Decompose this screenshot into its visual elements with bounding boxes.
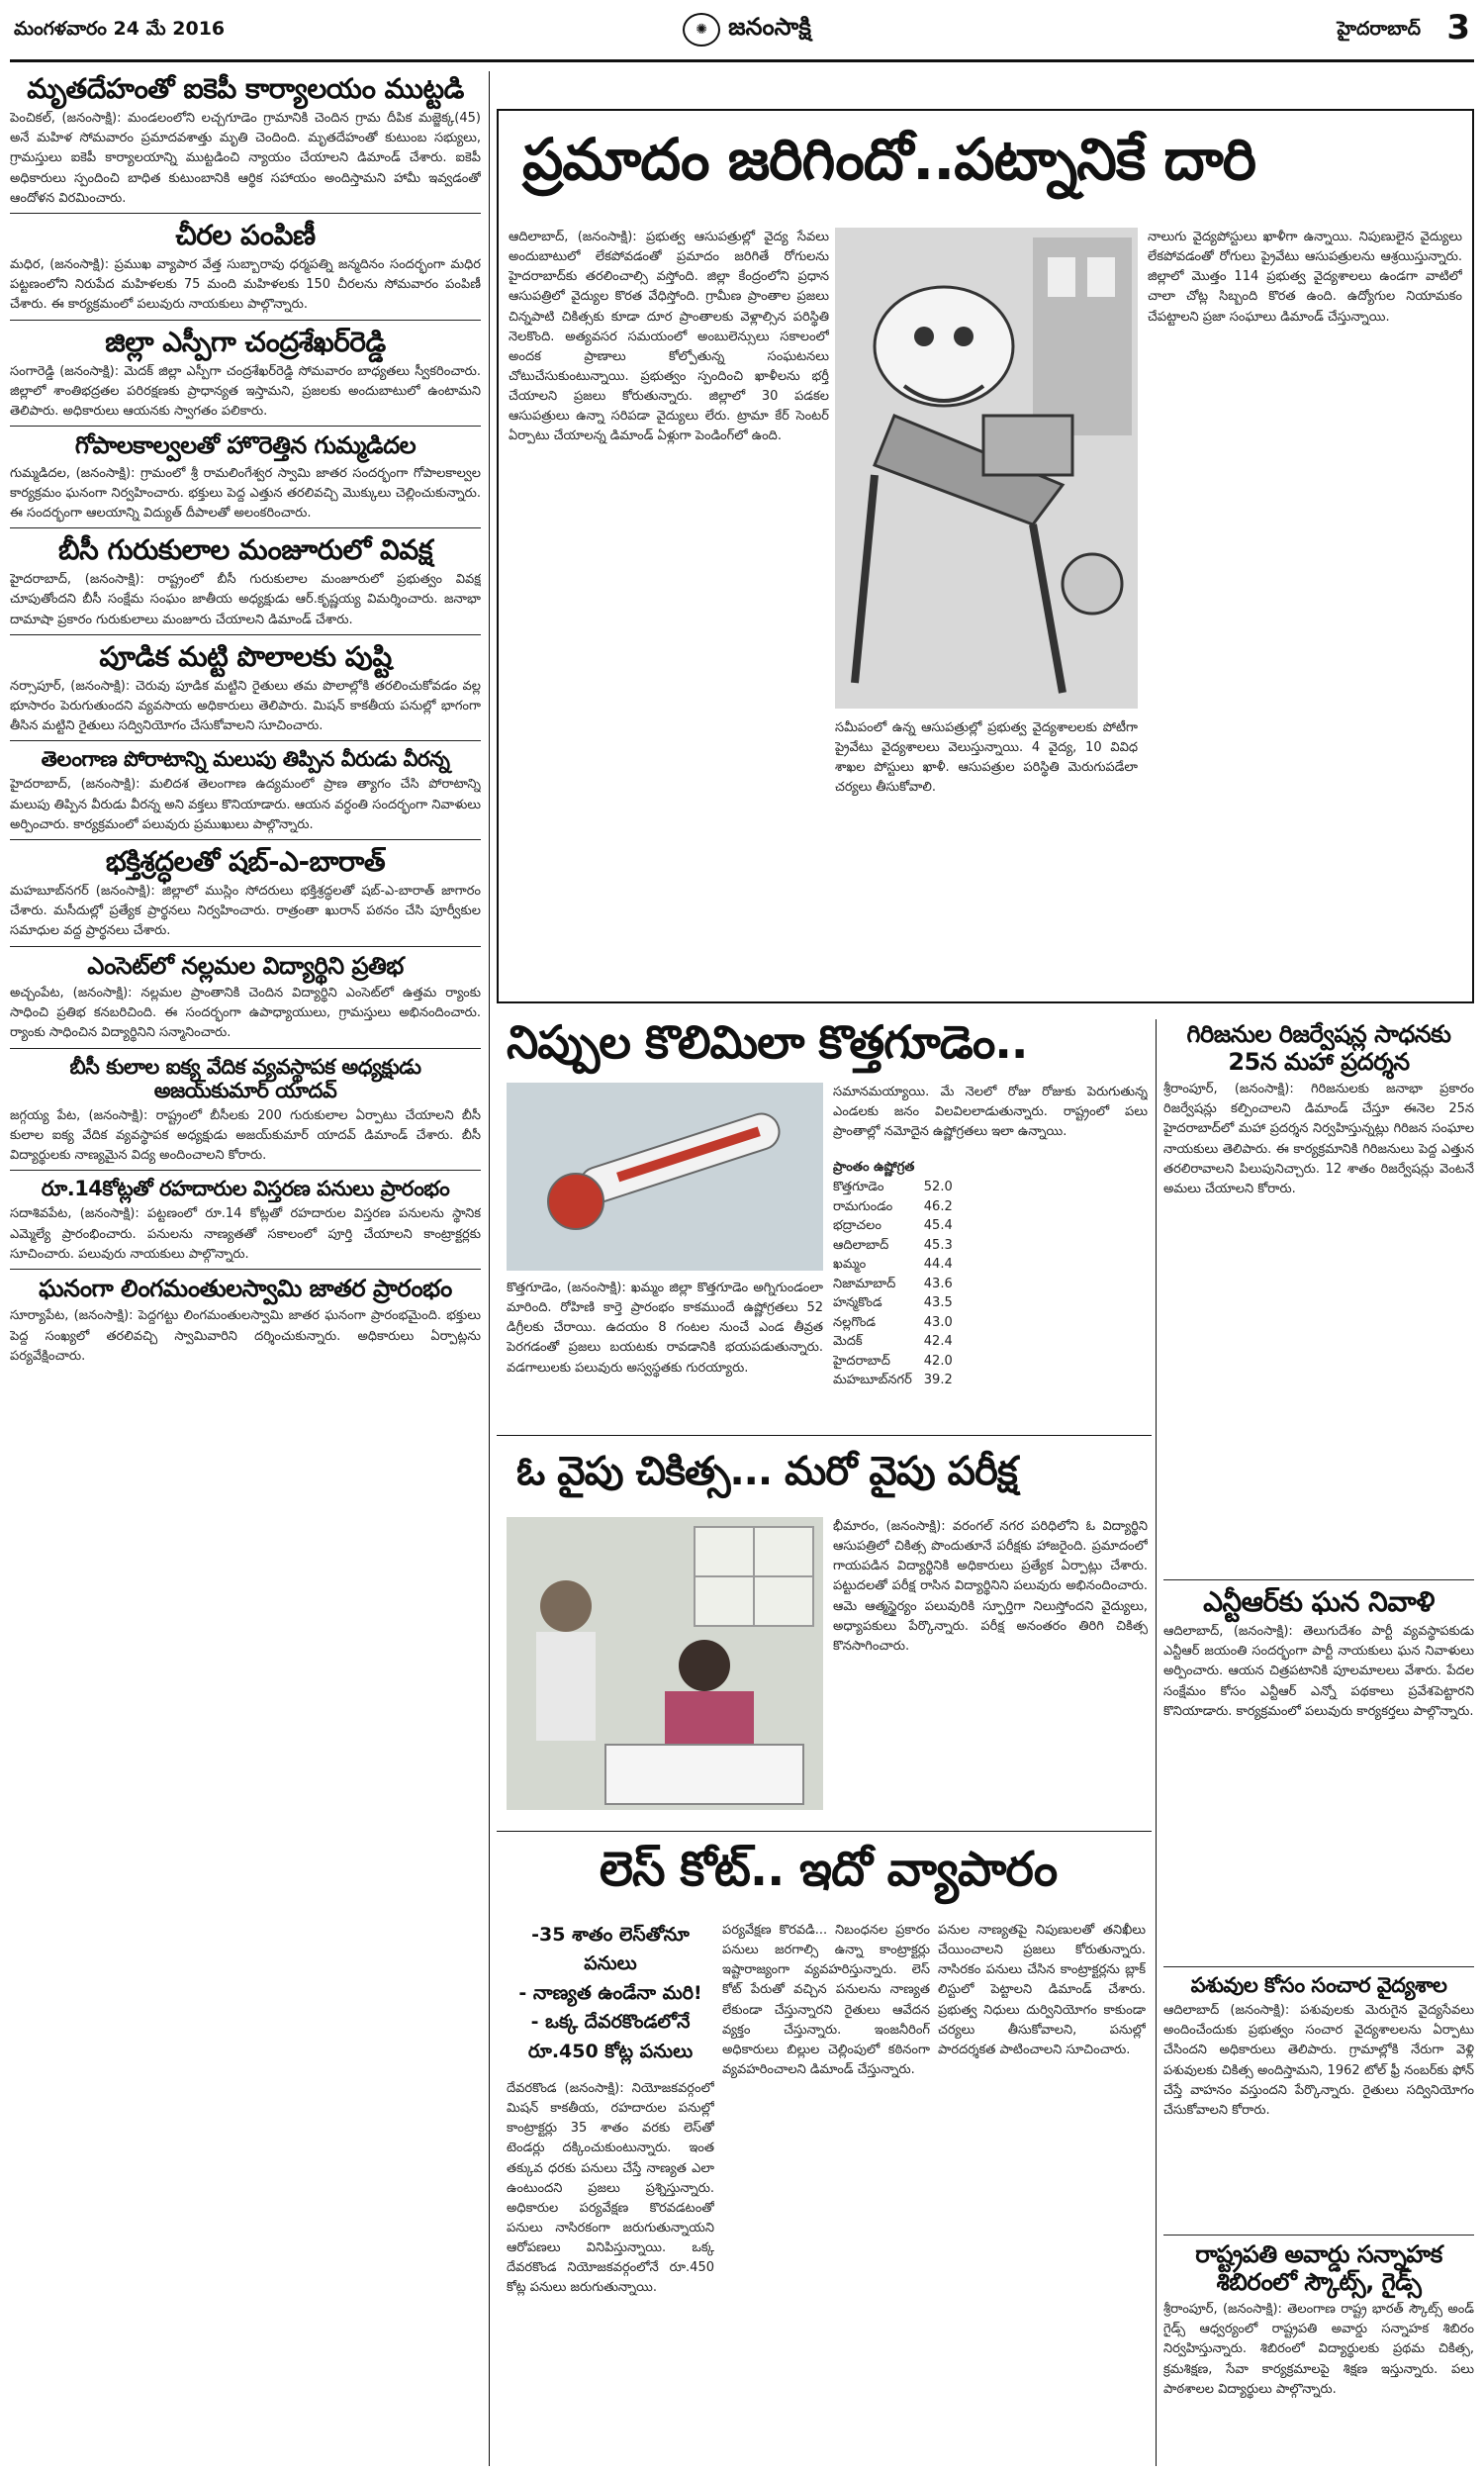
less-coat-story: [497, 1831, 1152, 2465]
heat-body: కొత్తగూడెం, (జనంసాక్షి): ఖమ్మం జిల్లా కొత్తగూడెం అగ్నిగుండంలా మారింది. రోహిణి కార్తె ప్రారంభం కాకముందే ఉష్ణోగ్రతలు 52 డిగ్రీలకు చేరాయి. ఉదయం 8 గంటల నుంచే ఎండ తీవ్రత పెరగడంతో ప్రజలు బయటకు రావడానికి భయపడుతున్నారు. వడగాలులకు పలువురు అస్వస్థతకు గురయ్యారు.: [507, 1281, 823, 1376]
story-bc-forum: [10, 1055, 481, 1172]
temp-cell: 45.4: [923, 1218, 953, 1234]
lead-body-left: ఆదిలాబాద్‌, (జనంసాక్షి): ప్రభుత్వ ఆసుపత్రుల్లో వైద్య సేవలు అందుబాటులో లేకపోవడంతో ప్రమాదం జరిగితే రోగులను హైదరాబాద్‌కు తరలించాల్సి వస్తోంది. జిల్లా కేంద్రంలోని ప్రధాన ఆసుపత్రిలో వైద్యుల కొరత వేధిస్తోంది. గ్రామీణ ప్రాంతాల ప్రజలు చిన్నపాటి చికిత్సకు కూడా దూర ప్రాంతాలకు వెళ్లాల్సిన పరిస్థితి నెలకొంది. అత్యవసర సమయంలో అంబులెన్సులు సకాలంలో అందక ప్రాణాలు కోల్పోతున్న సంఘటనలు చోటుచేసుకుంటున్నాయి. ప్రభుత్వం స్పందించి ఖాళీలను భర్తీ చేయాలని ప్రజలు కోరుతున్నారు. జిల్లాలో 30 పడకల ఆసుపత్రులు ఉన్నా సరిపడా వైద్యులు లేరు. ట్రామా కేర్‌ సెంటర్‌ ఏర్పాటు చేయాలన్న డిమాండ్‌ ఏళ్లుగా పెండింగ్‌లో ఉంది.: [509, 230, 829, 444]
table-row: [833, 1197, 965, 1217]
temp-cell: 43.6: [923, 1276, 953, 1291]
place-cell: ఖమ్మం: [833, 1257, 867, 1273]
story-body: హైదరాబాద్‌, (జనంసాక్షి): రాష్ట్రంలో బీసీ గురుకులాల మంజూరులో ప్రభుత్వం వివక్ష చూపుతోందని బీసీ సంక్షేమ సంఘం జాతీయ అధ్యక్షుడు ఆర్‌.కృష్ణయ్య విమర్శించారు. జనాభా దామాషా ప్రకారం గురుకులాలు మంజూరు చేయాలని డిమాండ్‌ చేశారు.: [10, 572, 481, 627]
story-ntr-tribute: [1163, 1586, 1474, 1967]
story-headline: తెలంగాణ పోరాటాన్ని మలుపు తిప్పిన వీరుడు వీరన్న: [41, 747, 450, 772]
place-cell: నల్లగొండ: [833, 1314, 877, 1330]
place-cell: మహబూబ్‌నగర్‌: [833, 1373, 912, 1388]
table-row: [833, 1255, 965, 1275]
strap-line: -35 శాతం లెస్‌తోనూ పనులు: [531, 1924, 690, 1975]
place-cell: ఆదిలాబాద్‌: [833, 1237, 889, 1253]
less-coat-body-left: దేవరకొండ (జనంసాక్షి): నియోజకవర్గంలో మిషన్‌ కాకతీయ, రహదారుల పనుల్లో కాంట్రాక్టర్లు 35 శాతం వరకు లెస్‌తో టెండర్లు దక్కించుకుంటున్నారు. ఇంత తక్కువ ధరకు పనులు చేస్తే నాణ్యత ఎలా ఉంటుందని ప్రజలు ప్రశ్నిస్తున్నారు. అధికారుల పర్యవేక్షణ కొరవడటంతో పనులు నాసిరకంగా జరుగుతున్నాయని ఆరోపణలు వినిపిస్తున్నాయి. ఒక్క దేవరకొండ నియోజకవర్గంలోనే రూ.450 కోట్ల పనులు జరుగుతున్నాయి.: [507, 2081, 714, 2296]
story-bc-gurukulas: [10, 534, 481, 635]
thermometer-photo: [507, 1083, 823, 1271]
exam-headline: ఓ వైపు చికిత్స... మరో వైపు పరీక్ష: [516, 1449, 1017, 1494]
hospital-exam-photo: [507, 1517, 823, 1810]
temp-cell: 39.2: [923, 1373, 953, 1388]
story-headline: పూడిక మట్టి పొలాలకు పుష్టి: [99, 639, 392, 673]
place-cell: మెదక్‌: [833, 1334, 863, 1350]
page-number: 3: [1446, 8, 1470, 48]
story-body: గుమ్మడిదల, (జనంసాక్షి): గ్రామంలో శ్రీ రామలింగేశ్వర స్వామి జాతర సందర్భంగా గోపాలకాల్వల కార్యక్రమం ఘనంగా నిర్వహించారు. భక్తులు పెద్ద ఎత్తున తరలివచ్చి మొక్కులు చెల్లించుకున్నారు. ఈ సందర్భంగా ఆలయాన్ని విద్యుత్‌ దీపాలతో అలంకరించారు.: [10, 465, 481, 521]
story-body: శ్రీరాంపూర్‌, (జనంసాక్షి): గిరిజనులకు జనాభా ప్రకారం రిజర్వేషన్లు కల్పించాలని డిమాండ్‌ చేస్తూ ఈనెల 25న హైదరాబాద్‌లో మహా ప్రదర్శన నిర్వహిస్తున్నట్లు గిరిజన సంఘాల నాయకులు తెలిపారు. ఈ కార్యక్రమానికి గిరిజనులు పెద్ద ఎత్తున తరలిరావాలని పిలుపునిచ్చారు. 12 శాతం రిజర్వేషన్లు వెంటనే అమలు చేయాలని కోరారు.: [1163, 1082, 1474, 1196]
story-headline: ఎన్టీఆర్‌కు ఘన నివాళి: [1203, 1585, 1435, 1618]
logo-emblem-icon: ✺: [683, 13, 720, 47]
left-column: [10, 71, 481, 2466]
lead-body-right: నాలుగు వైద్యపోస్టులు ఖాళీగా ఉన్నాయి. నిపుణులైన వైద్యులు లేకపోవడంతో రోగులు ప్రైవేటు ఆసుపత్రులను ఆశ్రయిస్తున్నారు. జిల్లాలో మొత్తం 114 ప్రభుత్వ వైద్యశాలలు ఉండగా వాటిలో చాలా చోట్ల సిబ్బంది కొరత ఉంది. ఉద్యోగుల నియామకం చేపట్టాలని ప్రజా సంఘాలు డిమాండ్‌ చేస్తున్నాయి.: [1148, 230, 1462, 325]
place-cell: హైదరాబాద్‌: [833, 1353, 890, 1369]
story-body: సంగారెడ్డి (జనంసాక్షి): మెదక్‌ జిల్లా ఎస్పీగా చంద్రశేఖర్‌రెడ్డి సోమవారం బాధ్యతలు స్వీకరించారు. జిల్లాలో శాంతిభద్రతల పరిరక్షణకు ప్రాధాన్యత ఇస్తామని, ప్రజలకు అందుబాటులో ఉంటామని తెలిపారు. అధికారులు ఆయనకు స్వాగతం పలికారు.: [10, 363, 481, 419]
story-body: శ్రీరాంపూర్‌, (జనంసాక్షి): తెలంగాణ రాష్ట్ర భారత్‌ స్కౌట్స్‌ అండ్‌ గైడ్స్‌ ఆధ్వర్యంలో రాష్ట్రపతి అవార్డు సన్నాహక శిబిరం నిర్వహిస్తున్నారు. శిబిరంలో విద్యార్థులకు ప్రథమ చికిత్స, క్రమశిక్షణ, సేవా కార్యక్రమాలపై శిక్షణ ఇస్తున్నారు. పలు పాఠశాలల విద్యార్థులు పాల్గొన్నారు.: [1163, 2302, 1474, 2397]
story-body: హైదరాబాద్‌, (జనంసాక్షి): మలిదశ తెలంగాణ ఉద్యమంలో ప్రాణ త్యాగం చేసి పోరాటాన్ని మలుపు తిప్పిన వీరుడు వీరన్న అని వక్తలు కొనియాడారు. ఆయన వర్ధంతి సందర్భంగా నివాళులు అర్పించారు. కార్యక్రమంలో పలువురు ప్రముఖులు పాల్గొన్నారు.: [10, 777, 481, 832]
lead-headline: ప్రమాదం జరిగిందో..పట్నానికే దారి: [522, 126, 1256, 193]
paper-name: జనంసాక్షి: [728, 13, 811, 41]
paper-logo: [633, 8, 861, 51]
less-coat-body-right: పనుల నాణ్యతపై నిపుణులతో తనిఖీలు చేయించాలని ప్రజలు కోరుతున్నారు. నాసిరకం పనులు చేసిన కాంట్రాక్టర్లను బ్లాక్‌ లిస్టులో పెట్టాలని డిమాండ్‌ చేశారు. ప్రభుత్వ నిధులు దుర్వినియోగం కాకుండా చర్యలు తీసుకోవాలని, పనుల్లో పారదర్శకత పాటించాలని సూచించారు.: [938, 1923, 1146, 2057]
temp-cell: 44.4: [923, 1257, 953, 1273]
place-cell: భద్రాచలం: [833, 1218, 881, 1234]
story-scouts-guides: [1163, 2241, 1474, 2404]
story-eamcet: [10, 953, 481, 1049]
masthead-divider: [10, 59, 1474, 62]
exam-story: [497, 1435, 1152, 1822]
exam-body: భీమారం, (జనంసాక్షి): వరంగల్‌ నగర పరిధిలోని ఓ విద్యార్థిని ఆసుపత్రిలో చికిత్స పొందుతూనే పరీక్షకు హాజరైంది. ప్రమాదంలో గాయపడిన విద్యార్థినికి అధికారులు ప్రత్యేక ఏర్పాట్లు చేశారు. పట్టుదలతో పరీక్ష రాసిన విద్యార్థినిని పలువురు అభినందించారు. ఆమె ఆత్మస్థైర్యం పలువురికి స్ఫూర్తిగా నిలుస్తోందని వైద్యులు, అధ్యాపకులు పేర్కొన్నారు. పరీక్ష అనంతరం తిరిగి చికిత్స కొనసాగించారు.: [833, 1519, 1148, 1654]
story-headline: రాష్ట్రపతి అవార్డు సన్నాహక శిబిరంలో స్కౌట్స్‌, గైడ్స్‌: [1195, 2240, 1442, 2296]
heat-headline: నిప్పుల కొలిమిలా కొత్తగూడెం..: [507, 1015, 1028, 1069]
story-jatara: [10, 1276, 481, 1371]
story-ikp-protest: [10, 73, 481, 214]
temp-cell: 45.3: [923, 1237, 953, 1253]
story-body: సూర్యాపేట, (జనంసాక్షి): పెద్దగట్టు లింగమంతులస్వామి జాతర ఘనంగా ప్రారంభమైంది. భక్తులు పెద్ద సంఖ్యలో తరలివచ్చి స్వామివారిని దర్శించుకున్నారు. అధికారులు ఏర్పాట్లను పర్యవేక్షించారు.: [10, 1308, 481, 1364]
issue-date: మంగళవారం 24 మే 2016: [14, 18, 226, 40]
story-mobile-vet: [1163, 1973, 1474, 2236]
table-row: [833, 1313, 965, 1333]
table-row: [833, 1332, 965, 1352]
story-headline: బీసీ గురుకులాల మంజూరులో వివక్ష: [58, 533, 432, 567]
temp-cell: 42.0: [923, 1353, 953, 1369]
story-headline: గిరిజనుల రిజర్వేషన్ల సాధనకు 25న మహా ప్రదర్శన: [1186, 1020, 1451, 1076]
masthead: [0, 0, 1484, 63]
story-headline: పశువుల కోసం సంచార వైద్యశాల: [1190, 1973, 1447, 1997]
table-row: [833, 1216, 965, 1236]
column-divider-right: [1156, 1019, 1157, 2466]
story-district-sp: [10, 327, 481, 428]
lead-story-box: [497, 109, 1474, 1003]
story-road-widening: [10, 1177, 481, 1270]
story-body: ఆదిలాబాద్‌ (జనంసాక్షి): పశువులకు మెరుగైన వైద్యసేవలు అందించేందుకు ప్రభుత్వం సంచార వైద్యశాలలను ఏర్పాటు చేసిందని అధికారులు తెలిపారు. గ్రామాల్లోకి నేరుగా వెళ్లి పశువులకు చికిత్స అందిస్తామని, 1962 టోల్‌ ఫ్రీ నంబర్‌కు ఫోన్‌ చేస్తే వాహనం వస్తుందని పేర్కొన్నారు. రైతులు సద్వినియోగం చేసుకోవాలని కోరారు.: [1163, 2003, 1474, 2118]
table-row: [833, 1352, 965, 1372]
table-row: [833, 1293, 965, 1313]
temp-cell: 52.0: [923, 1180, 953, 1195]
patient-writing-exam-icon: [507, 1517, 823, 1810]
thermometer-icon: [507, 1083, 823, 1271]
heat-body-right: సమానమయ్యాయి. మే నెలలో రోజు రోజుకు పెరుగుతున్న ఎండలకు జనం విలవిలలాడుతున్నారు. రాష్ట్రంలో పలు ప్రాంతాల్లో నమోదైన ఉష్ణోగ్రతలు ఇలా ఉన్నాయి.: [833, 1085, 1148, 1140]
story-body: ఆదిలాబాద్‌, (జనంసాక్షి): తెలుగుదేశం పార్టీ వ్యవస్థాపకుడు ఎన్టీఆర్‌ జయంతి సందర్భంగా పార్టీ నాయకులు ఘన నివాళులు అర్పించారు. ఆయన చిత్రపటానికి పూలమాలలు వేశారు. పేదల సంక్షేమం కోసం ఎన్టీఆర్‌ ఎన్నో పథకాలు ప్రవేశపెట్టారని కొనియాడారు. కార్యక్రమంలో పలువురు కార్యకర్తలు పాల్గొన్నారు.: [1163, 1624, 1474, 1719]
less-coat-headline: లెస్‌ కోట్‌.. ఇదో వ్యాపారం: [599, 1842, 1058, 1897]
story-body: పెంచికల్‌, (జనంసాక్షి): మండలంలోని లచ్చగూడెం గ్రామానికి చెందిన గ్రామ దీపిక మజ్జెక్క(45) అనే మహిళ సోమవారం ప్రమాదవశాత్తు మృతి చెందింది. మృతదేహంతో కుటుంబ సభ్యులు, గ్రామస్తులు ఐకెపీ కార్యాలయాన్ని ముట్టడించి న్యాయం చేయాలని డిమాండ్‌ చేశారు. ఐకెపీ అధికారులు స్పందించి బాధిత కుటుంబానికి ఆర్థిక సహాయం అందిస్తామని హామీ ఇవ్వడంతో ఆందోళన విరమించారు.: [10, 111, 481, 206]
heat-story: [497, 1009, 1152, 1425]
story-body: మహబూబ్‌నగర్‌ (జనంసాక్షి): జిల్లాలో ముస్లిం సోదరులు భక్తిశ్రద్ధలతో షబ్‌-ఎ-బారాత్‌ జాగారం చేశారు. మసీదుల్లో ప్రత్యేక ప్రార్థనలు నిర్వహించారు. రాత్రంతా ఖురాన్‌ పఠనం చేసి పూర్వీకుల సమాధుల వద్ద ప్రార్థనలు చేశారు.: [10, 884, 481, 939]
edition-city: హైదరాబాద్: [1337, 18, 1421, 40]
table-row: [833, 1236, 965, 1256]
story-body: మధిర, (జనంసాక్షి): ప్రముఖ వ్యాపార వేత్త సుబ్బారావు ధర్మపత్ని జన్మదినం సందర్భంగా మధిర పట్టణంలోని నిరుపేద మహిళలకు 75 మంది మహిళలకు 150 చీరలను సోమవారం పంపిణీ చేశారు. ఈ కార్యక్రమంలో పలువురు నాయకులు పాల్గొన్నారు.: [10, 257, 481, 313]
less-coat-body-mid: పర్యవేక్షణ కొరవడి... నిబంధనల ప్రకారం పనులు జరగాల్సి ఉన్నా కాంట్రాక్టర్లు ఇష్టారాజ్యంగా వ్యవహరిస్తున్నారు. లెస్‌ కోట్‌ పేరుతో వచ్చిన పనులను నాణ్యత లేకుండా చేస్తున్నారని రైతులు ఆవేదన వ్యక్తం చేస్తున్నారు. ఇంజనీరింగ్‌ అధికారులు బిల్లుల చెల్లింపులో కఠినంగా వ్యవహరించాలని డిమాండ్‌ చేస్తున్నారు.: [722, 1923, 930, 2077]
place-cell: రామగుండం: [833, 1198, 893, 1214]
cartoon-figure-icon: [835, 228, 1138, 709]
less-coat-straps: [507, 1921, 714, 2069]
strap-line: - ఒక్క దేవరకొండలోనే రూ.450 కోట్ల పనులు: [527, 2011, 694, 2062]
temp-cell: 46.2: [923, 1198, 953, 1214]
column-divider-left: [489, 71, 490, 2466]
story-headline: జిల్లా ఎస్పీగా చంద్రశేఖర్‌రెడ్డి: [105, 325, 386, 358]
place-cell: నిజామాబాద్‌: [833, 1276, 896, 1291]
story-headline: ఎంసెట్‌లో నల్లమల విద్యార్థిని ప్రతిభ: [87, 951, 404, 980]
story-saree-distribution: [10, 220, 481, 321]
story-body: సదాశివపేట, (జనంసాక్షి): పట్టణంలో రూ.14 కోట్లతో రహదారుల విస్తరణ పనులను స్థానిక ఎమ్మెల్యే ప్రారంభించారు. పనులను నాణ్యతతో సకాలంలో పూర్తి చేయాలని కాంట్రాక్టర్లకు సూచించారు. పలువురు నాయకులు పాల్గొన్నారు.: [10, 1206, 481, 1262]
place-cell: కొత్తగూడెం: [833, 1180, 884, 1195]
story-headline: ఘనంగా లింగమంతులస్వామి జాతర ప్రారంభం: [39, 1274, 452, 1302]
story-veeranna: [10, 747, 481, 840]
story-headline: బీసీ కులాల ఐక్య వేదిక వ్యవస్థాపక అధ్యక్షుడు అజయ్‌కుమార్‌ యాదవ్‌: [69, 1054, 421, 1102]
temp-cell: 42.4: [923, 1334, 953, 1350]
story-tank-silt: [10, 641, 481, 742]
strap-line: - నాణ్యత ఉండేనా మరి!: [518, 1981, 702, 2004]
right-column: [1163, 1019, 1474, 2466]
lead-body-bottom: సమీపంలో ఉన్న ఆసుపత్రుల్లో ప్రభుత్వ వైద్యశాలలకు పోటీగా ప్రైవేటు వైద్యశాలలు వెలుస్తున్నాయి. 4 వైద్య, 10 వివిధ శాఖల పోస్టులు ఖాళీ. ఆసుపత్రుల పరిస్థితి మెరుగుపడేలా చర్యలు తీసుకోవాలి.: [835, 720, 1138, 796]
story-headline: గోపాలకాల్వలతో హొరెత్తిన గుమ్మడిదల: [74, 431, 417, 460]
story-tribal-reservations: [1163, 1021, 1474, 1580]
temperature-table: [833, 1158, 1148, 1423]
temperature-table-title: ప్రాంతం ఉష్ణోగ్రత: [833, 1160, 915, 1175]
table-row: [833, 1178, 965, 1197]
story-gopalakalvalu: [10, 432, 481, 528]
story-body: జగ్గయ్య పేట, (జనంసాక్షి): రాష్ట్రంలో బీసీలకు 200 గురుకులాల ఏర్పాటు చేయాలని బీసీ కులాల ఐక్య వేదిక వ్యవస్థాపక అధ్యక్షుడు అజయ్‌కుమార్‌ యాదవ్‌ డిమాండ్‌ చేశారు. బీసీ విద్యార్థులకు నాణ్యమైన విద్య అందించాలని కోరారు.: [10, 1107, 481, 1164]
story-headline: చీరల పంపిణీ: [175, 218, 316, 251]
story-body: నర్సాపూర్‌, (జనంసాక్షి): చెరువు పూడిక మట్టిని రైతులు తమ పొలాల్లోకి తరలించుకోవడం వల్ల భూసారం పెరుగుతుందని వ్యవసాయ అధికారులు తెలిపారు. మిషన్‌ కాకతీయ పనుల్లో భాగంగా తీసిన మట్టిని రైతులు సద్వినియోగం చేసుకోవాలని సూచించారు.: [10, 678, 481, 734]
table-row: [833, 1275, 965, 1294]
accident-cartoon-illustration: [835, 228, 1138, 709]
story-headline: భక్తిశ్రద్ధలతో షబ్‌-ఎ-బారాత్‌: [105, 844, 386, 878]
story-body: అచ్చంపేట, (జనంసాక్షి): నల్లమల ప్రాంతానికి చెందిన విద్యార్థిని ఎంసెట్‌లో ఉత్తమ ర్యాంకు సాధించి ప్రతిభ కనబరిచింది. ఈ సందర్భంగా ఉపాధ్యాయులు, గ్రామస్తులు అభినందించారు. ర్యాంకు సాధించిన విద్యార్థినిని సన్మానించారు.: [10, 986, 481, 1041]
story-headline: రూ.14కోట్లతో రహదారుల విస్తరణ పనులు ప్రారంభం: [41, 1177, 450, 1201]
temp-cell: 43.0: [923, 1314, 953, 1330]
table-row: [833, 1371, 965, 1390]
story-headline: మృతదేహంతో ఐకెపీ కార్యాలయం ముట్టడి: [27, 72, 464, 105]
place-cell: హన్మకొండ: [833, 1295, 882, 1311]
story-shab-e-barat: [10, 846, 481, 947]
temp-cell: 43.5: [923, 1295, 953, 1311]
